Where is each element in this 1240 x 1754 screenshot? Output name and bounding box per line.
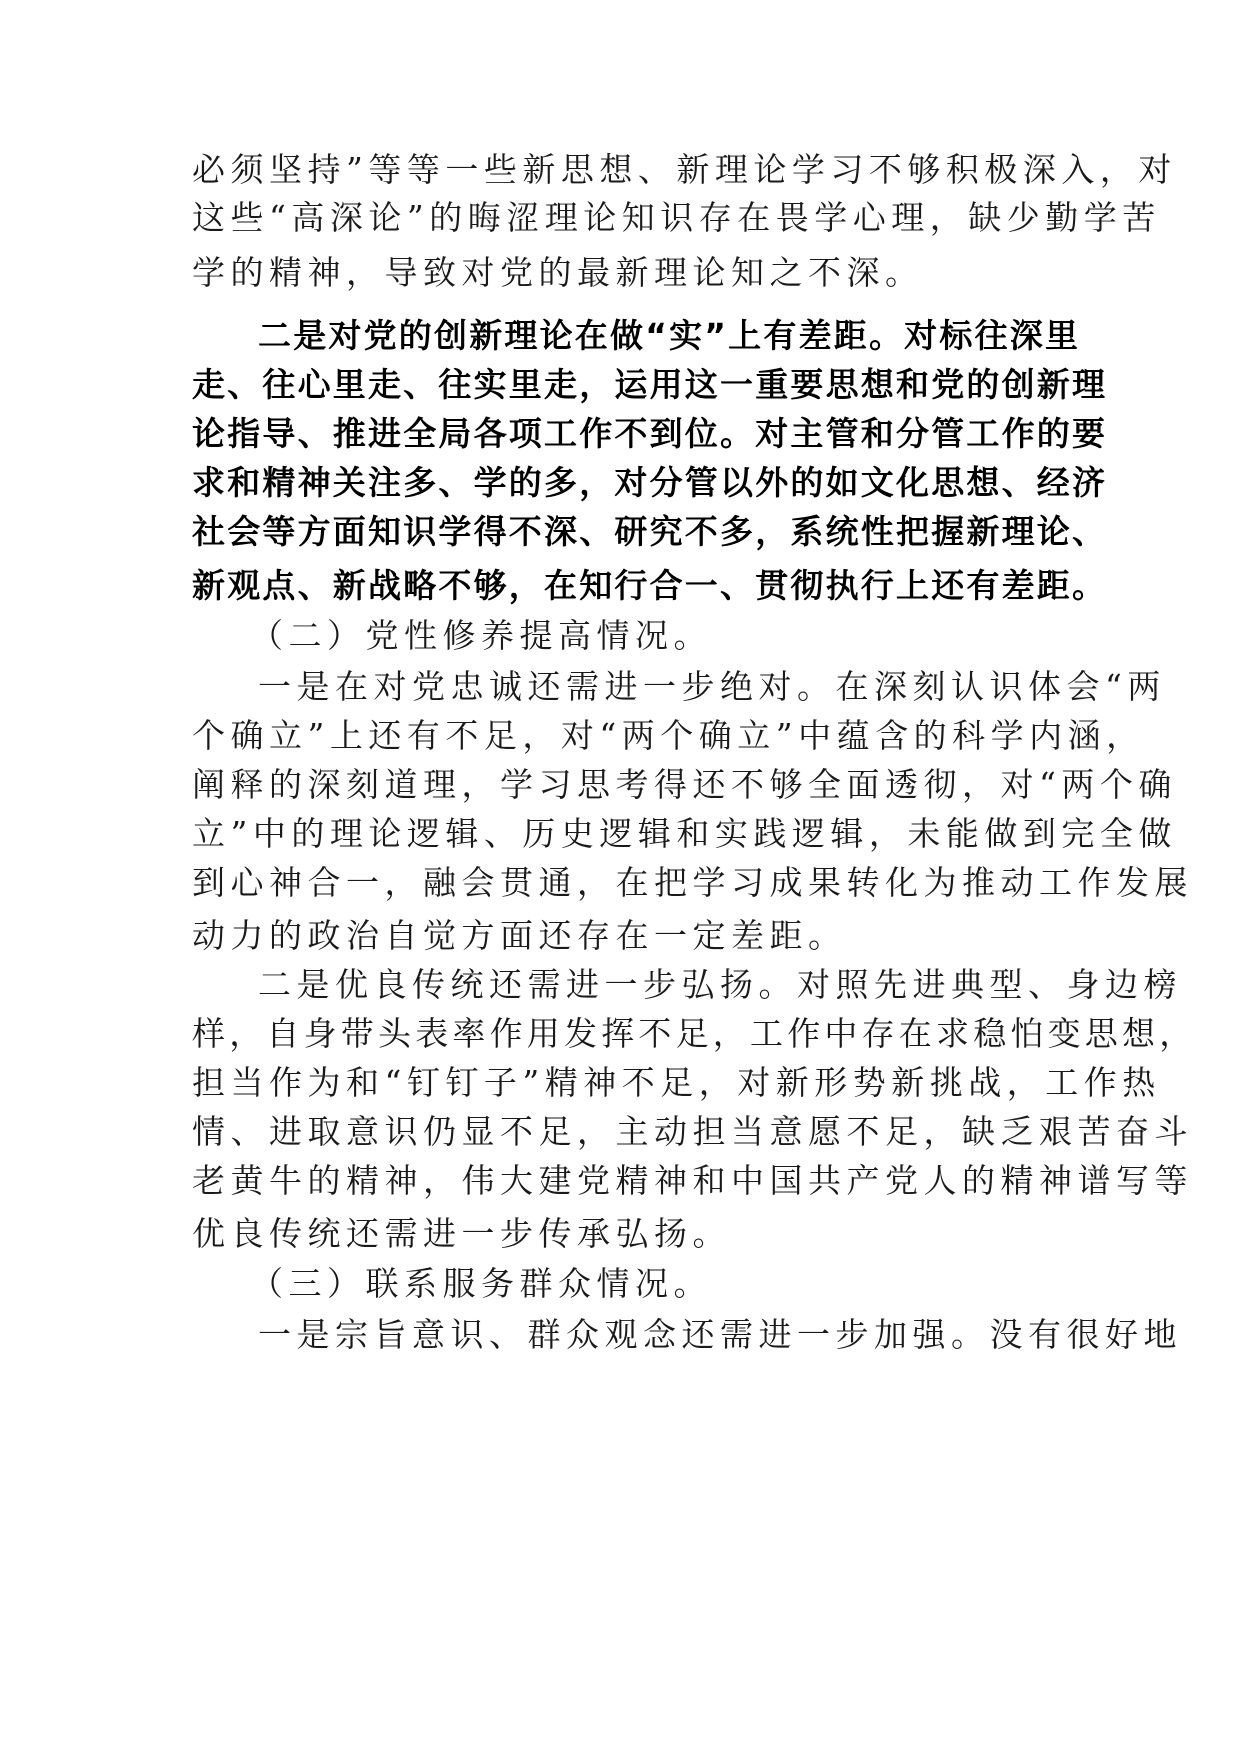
paragraph-3-line-5: 到心神合一，融会贯通，在把学习成果转化为推动工作发展 [192, 863, 1193, 902]
section-heading-2: （二）党性修养提高情况。 [250, 616, 712, 655]
paragraph-4-line-2: 样，自身带头表率作用发挥不足，工作中存在求稳怕变思想， [192, 1014, 1197, 1053]
paragraph-4-line-6: 优良传统还需进一步传承弘扬。 [192, 1214, 731, 1253]
paragraph-1-line-2: 这些“高深论”的晦涩理论知识存在畏学心理，缺少勤学苦 [192, 198, 1161, 237]
paragraph-1-line-3: 学的精神，导致对党的最新理论知之不深。 [192, 253, 924, 292]
paragraph-2-line-4: 求和精神关注多、学的多，对分管以外的如文化思想、经济 [192, 463, 1108, 502]
paragraph-4-line-1: 二是优良传统还需进一步弘扬。对照先进典型、身边榜 [258, 965, 1182, 1004]
paragraph-3-line-4: 立”中的理论逻辑、历史逻辑和实践逻辑，未能做到完全做 [192, 814, 1177, 853]
paragraph-2-line-6: 新观点、新战略不够，在知行合一、贯彻执行上还有差距。 [192, 566, 1108, 605]
paragraph-3-line-1: 一是在对党忠诚还需进一步绝对。在深刻认识体会“两 [258, 667, 1166, 706]
paragraph-2-line-2: 走、往心里走、往实里走，运用这一重要思想和党的创新理 [192, 365, 1108, 404]
paragraph-2-line-5: 社会等方面知识学得不深、研究不多，系统性把握新理论、 [192, 512, 1108, 551]
section-heading-3: （三）联系服务群众情况。 [250, 1264, 712, 1303]
paragraph-4-line-4: 情、进取意识仍显不足，主动担当意愿不足，缺乏艰苦奋斗 [192, 1112, 1193, 1151]
paragraph-3-line-2: 个确立”上还有不足，对“两个确立”中蕴含的科学内涵， [192, 716, 1145, 755]
paragraph-4-line-5: 老黄牛的精神，伟大建党精神和中国共产党人的精神谱写等 [192, 1161, 1193, 1200]
paragraph-3-line-3: 阐释的深刻道理，学习思考得还不够全面透彻，对“两个确 [192, 765, 1177, 804]
paragraph-1-line-1: 必须坚持”等等一些新思想、新理论学习不够积极深入，对 [192, 150, 1177, 189]
paragraph-2-line-3: 论指导、推进全局各项工作不到位。对主管和分管工作的要 [192, 414, 1108, 453]
paragraph-3-line-6: 动力的政治自觉方面还存在一定差距。 [192, 916, 847, 955]
paragraph-5-line-1: 一是宗旨意识、群众观念还需进一步加强。没有很好地 [258, 1315, 1182, 1354]
paragraph-4-line-3: 担当作为和“钉钉子”精神不足，对新形势新挑战，工作热 [192, 1063, 1161, 1102]
paragraph-2-line-1: 二是对党的创新理论在做“实”上有差距。对标往深里 [258, 316, 1081, 355]
